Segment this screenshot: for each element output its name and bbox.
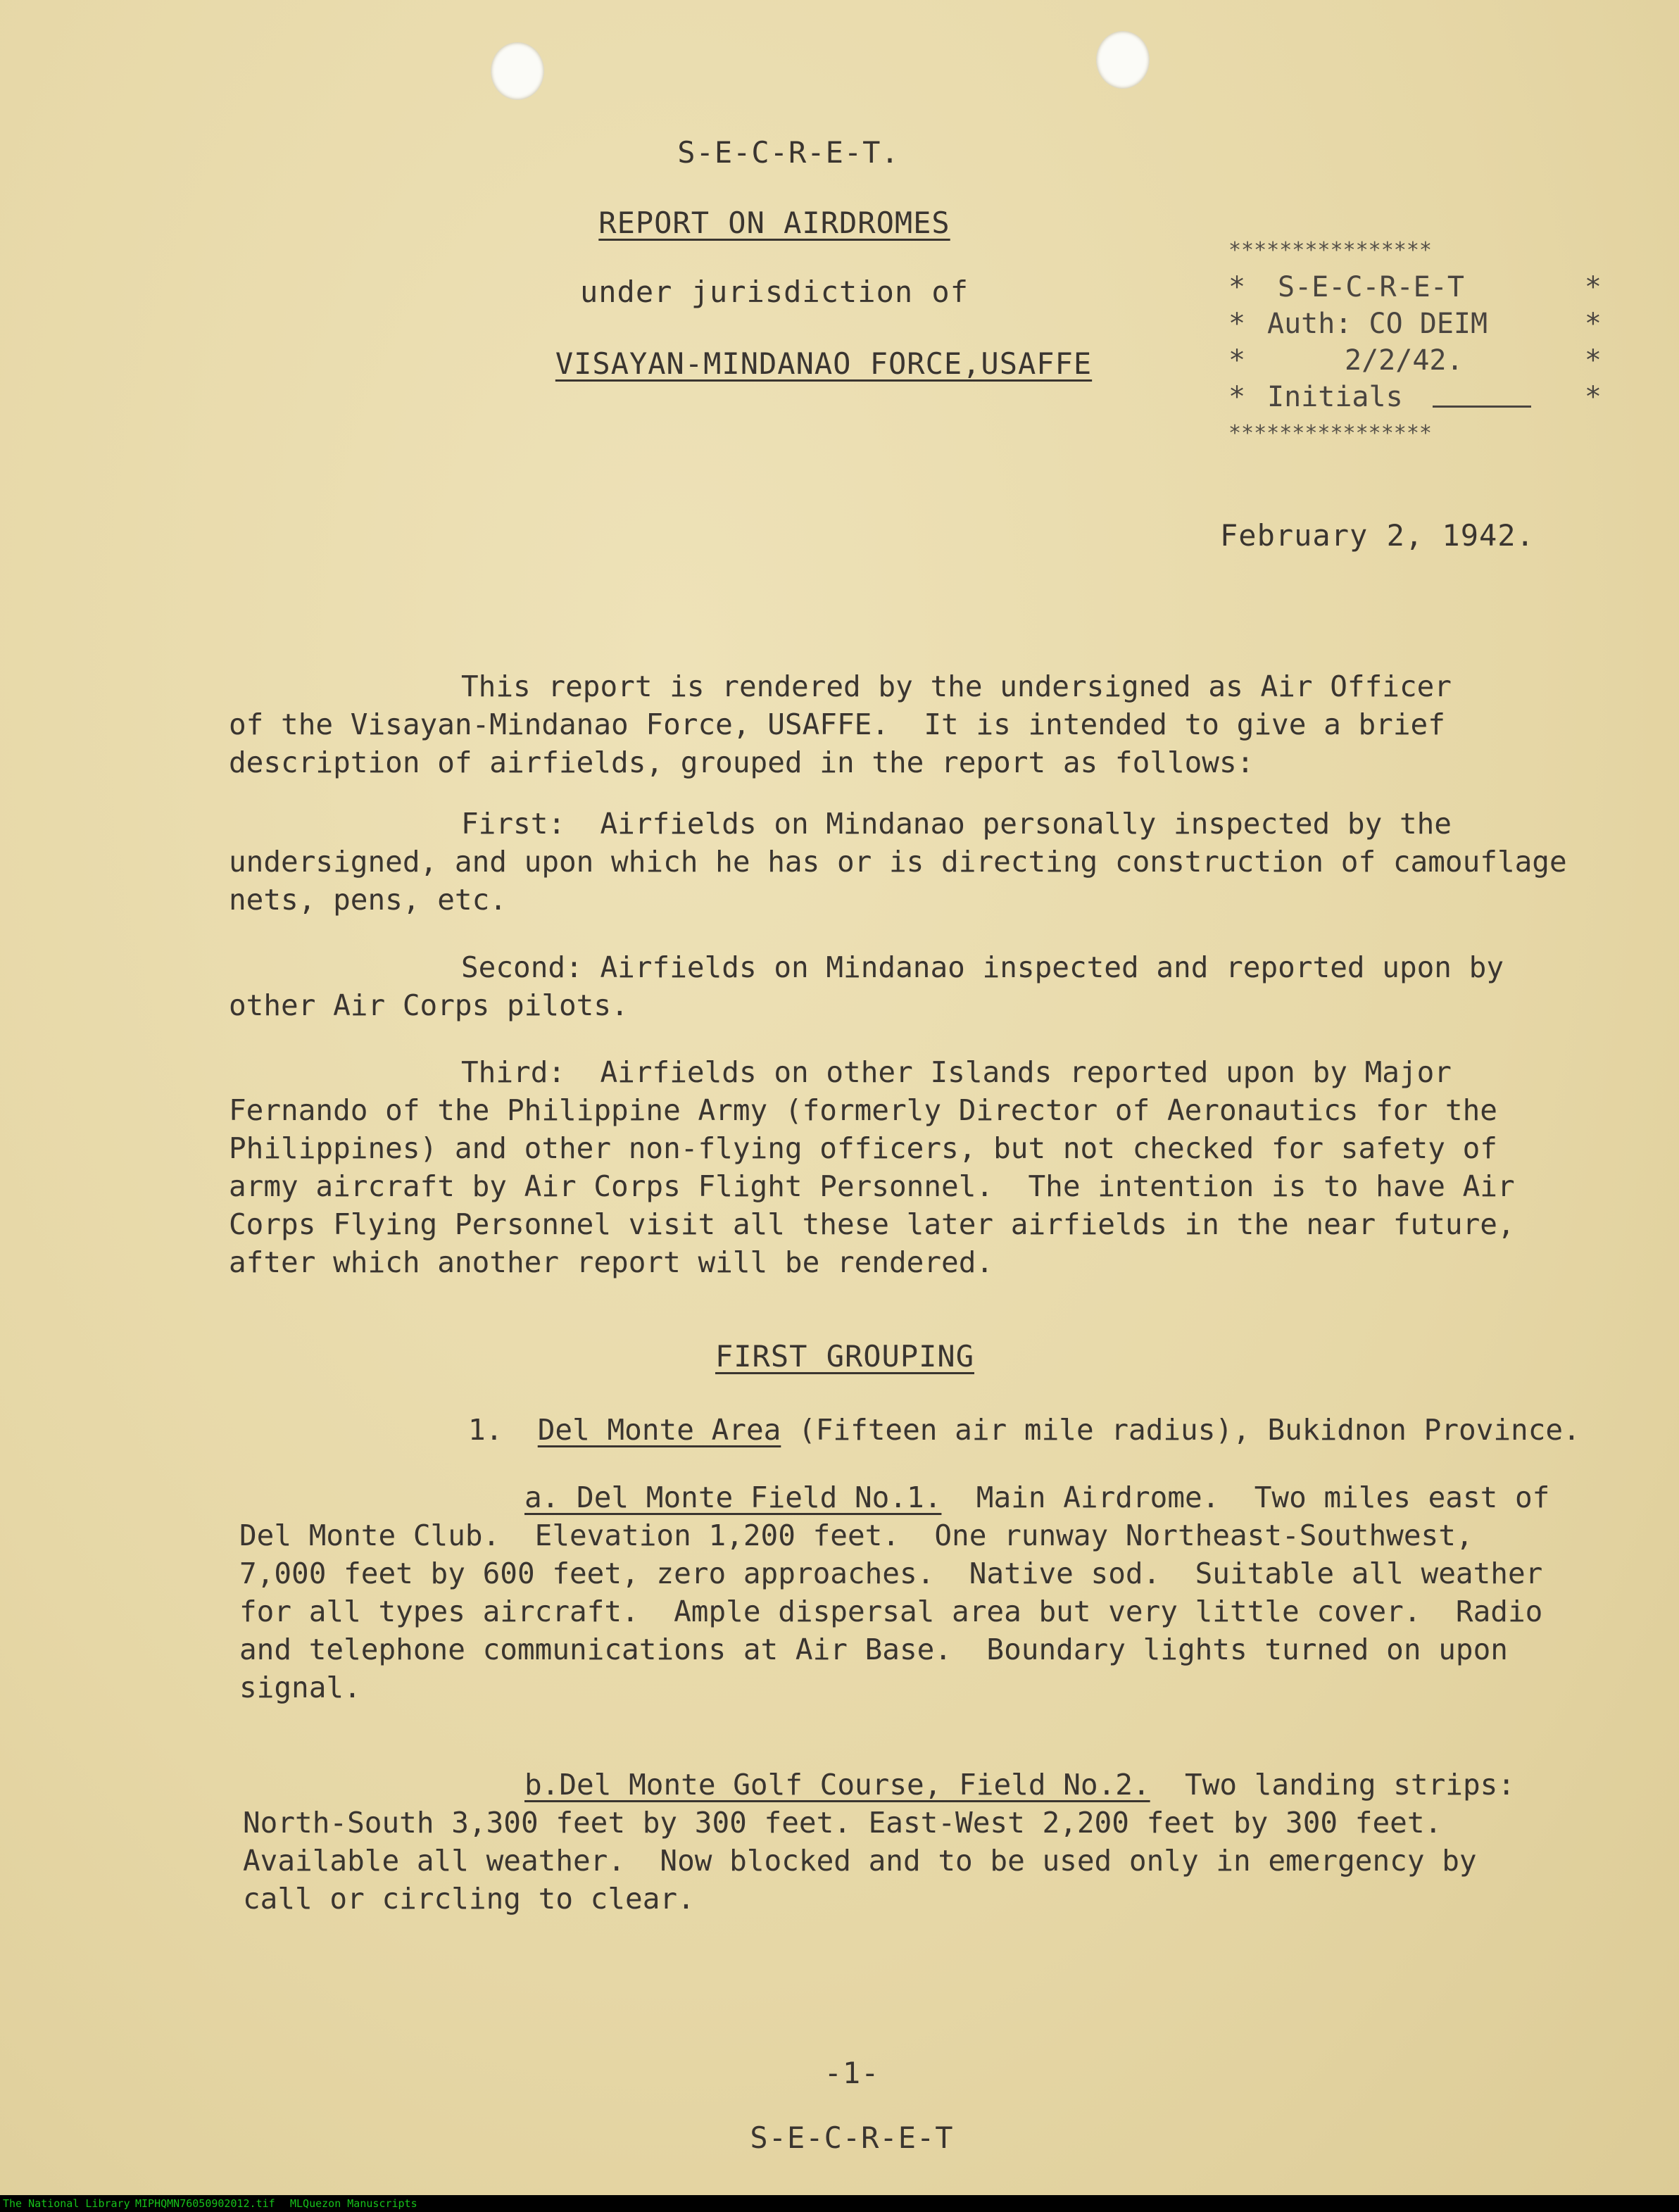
third-line-1: Third: Airfields on other Islands reported upon by Major — [461, 1055, 1452, 1089]
field-a-line-3: for all types aircraft. Ample dispersal area but very little cover. Radio — [239, 1595, 1543, 1628]
area-description: (Fifteen air mile radius), Bukidnon Province. — [781, 1413, 1580, 1447]
third-line-5: Corps Flying Personnel visit all these later airfields in the near future, — [229, 1207, 1515, 1241]
second-line-2: other Air Corps pilots. — [229, 988, 629, 1022]
page-number: -1- — [824, 2056, 880, 2090]
field-a-line-2: 7,000 feet by 600 feet, zero approaches. Native sod. Suitable all weather — [239, 1557, 1543, 1590]
area-name: Del Monte Area — [537, 1413, 781, 1447]
field-a-line-4: and telephone communications at Air Base. Boundary lights turned on upon — [239, 1633, 1508, 1666]
field-b-heading — [524, 1766, 1515, 1804]
area-number: 1. — [468, 1413, 503, 1447]
report-date: February 2, 1942. — [1220, 518, 1535, 553]
stamp-line-2 — [1228, 306, 1602, 342]
stamp-line-1 — [1228, 269, 1602, 306]
stamp-bullet: * — [1228, 381, 1246, 413]
third-line-2: Fernando of the Philippine Army (formerly Director of Aeronautics for the — [229, 1093, 1497, 1127]
field-a-first-line: Main Airdrome. Two miles east of — [941, 1481, 1550, 1514]
third-line-6: after which another report will be rendered. — [229, 1245, 994, 1279]
footer-filename: MIPHQMN76050902012.tif — [135, 2197, 275, 2210]
stamp-line-3 — [1228, 342, 1602, 379]
stamp-line-4 — [1228, 379, 1602, 415]
third-line-3: Philippines) and other non-flying officers, but not checked for safety of — [229, 1131, 1497, 1165]
section-heading: FIRST GROUPING — [715, 1339, 974, 1374]
footer-library: The National Library — [3, 2197, 130, 2210]
stamp-bullet: * — [1228, 271, 1246, 303]
stamp-date: 2/2/42. — [1345, 344, 1464, 377]
stamp-bullet: * — [1584, 344, 1602, 377]
first-line-1: First: Airfields on Mindanao personally inspected by the — [461, 807, 1452, 841]
area-heading — [468, 1411, 1580, 1449]
stamp-bullet: * — [1584, 381, 1602, 413]
punch-hole-right — [1096, 31, 1150, 89]
field-a-label: a. Del Monte Field No.1. — [524, 1481, 942, 1514]
field-a-heading — [524, 1478, 1549, 1516]
report-subtitle: under jurisdiction of — [579, 275, 969, 309]
intro-line-2: of the Visayan-Mindanao Force, USAFFE. It is intended to give a brief — [229, 708, 1445, 741]
intro-line-3: description of airfields, grouped in the report as follows: — [229, 746, 1254, 779]
initials-blank — [1433, 379, 1531, 408]
stamp-border-bottom: **************** — [1228, 421, 1432, 446]
field-a-line-5: signal. — [239, 1671, 361, 1704]
punch-hole-left — [491, 42, 544, 100]
classification-stamp — [1228, 232, 1602, 452]
stamp-bullet: * — [1584, 271, 1602, 303]
stamp-bullet: * — [1228, 308, 1246, 340]
classification-top: S-E-C-R-E-T. — [677, 135, 900, 170]
stamp-auth: Auth: CO DEIM — [1267, 308, 1488, 340]
unit-name: VISAYAN-MINDANAO FORCE,USAFFE — [555, 346, 1093, 381]
stamp-bullet: * — [1228, 344, 1246, 377]
first-line-3: nets, pens, etc. — [229, 883, 507, 917]
archive-footer-bar — [0, 2195, 1679, 2212]
first-line-2: undersigned, and upon which he has or is directing construction of camouflage — [229, 845, 1567, 879]
classification-bottom: S-E-C-R-E-T — [750, 2120, 954, 2155]
field-b-first-line: Two landing strips: — [1150, 1768, 1516, 1802]
stamp-secret: S-E-C-R-E-T — [1278, 271, 1464, 303]
footer-collection: MLQuezon Manuscripts — [290, 2197, 417, 2210]
report-title: REPORT ON AIRDROMES — [598, 206, 950, 240]
field-b-line-3: call or circling to clear. — [243, 1882, 695, 1916]
field-b-line-2: Available all weather. Now blocked and to be used only in emergency by — [243, 1844, 1477, 1878]
intro-line-1: This report is rendered by the undersigned as Air Officer — [461, 670, 1452, 703]
field-b-label: b.Del Monte Golf Course, Field No.2. — [524, 1768, 1150, 1802]
second-line-1: Second: Airfields on Mindanao inspected and reported upon by — [461, 950, 1504, 984]
stamp-bullet: * — [1584, 308, 1602, 340]
stamp-border-top: **************** — [1228, 238, 1432, 263]
field-a-line-1: Del Monte Club. Elevation 1,200 feet. One runway Northeast-Southwest, — [239, 1519, 1473, 1552]
third-line-4: army aircraft by Air Corps Flight Personnel. The intention is to have Air — [229, 1169, 1515, 1203]
stamp-initials: Initials — [1267, 381, 1403, 413]
field-b-line-1: North-South 3,300 feet by 300 feet. East-West 2,200 feet by 300 feet. — [243, 1806, 1442, 1840]
